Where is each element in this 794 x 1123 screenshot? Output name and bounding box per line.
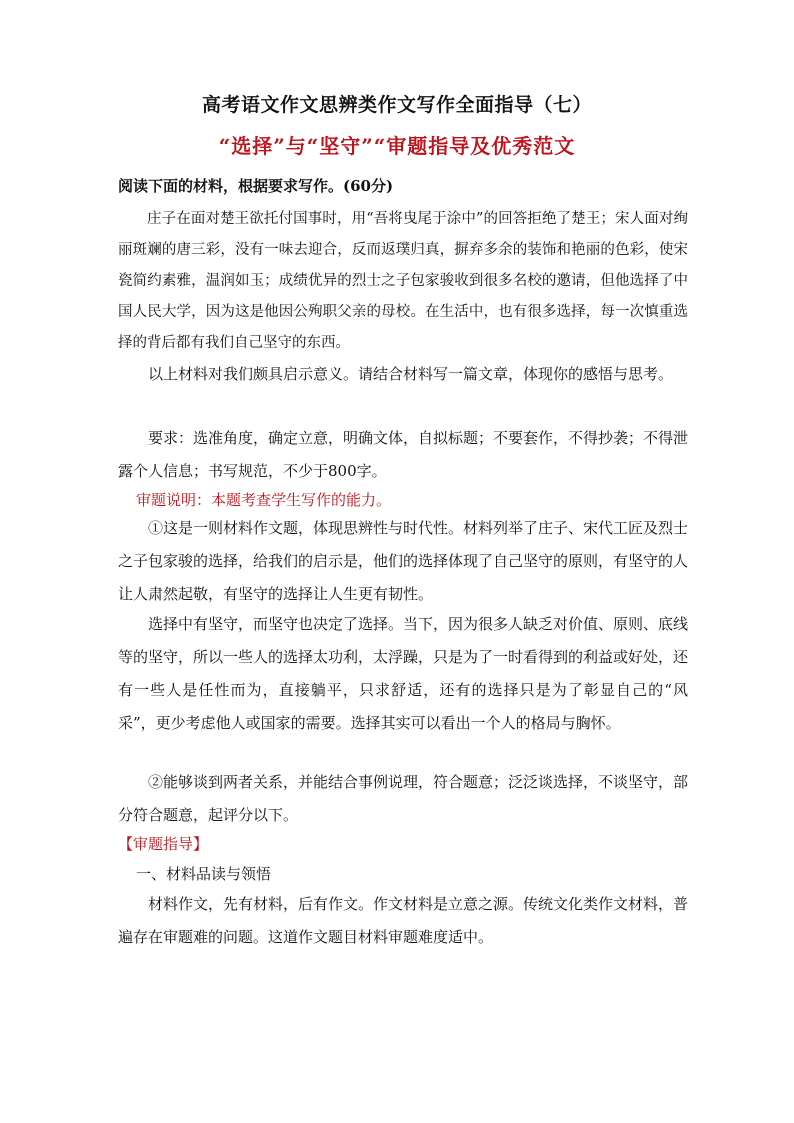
document-subtitle: “选择”与“坚守”“审题指导及优秀范文 [218, 134, 576, 158]
instruction-paragraph: 以上材料对我们颇具启示意义。请结合材料写一篇文章，体现你的感悟与思考。 [148, 365, 674, 383]
material-paragraph: 庄子在面对楚王欲托付国事时，用“吾将曳尾于涂中”的回答拒绝了楚王；宋人面对绚丽斑斓的唐三彩，没有一味去迎合，反而返璞归真，摒弃多余的装饰和艳丽的色彩，使宋瓷简约素雅，温润如玉；成绩优异的烈士之子包家骏收到很多名校的邀请，但他选择了中国人民大学，因为这是他因公殉职父亲的母校。在生活中，也有很多选择，每一次慎重选择的背后都有我们自己坚守的东西。 [118, 211, 688, 351]
prompt-lead: 阅读下面的材料，根据要求写作。(60分) [118, 177, 394, 195]
section-1-body: 材料作文，先有材料，后有作文。作文材料是立意之源。传统文化类作文材料，普遍存在审题难的问题。这道作文题目材料审题难度适中。 [118, 895, 689, 946]
analysis-point-1-continued: 选择中有坚守，而坚守也决定了选择。当下，因为很多人缺乏对价值、原则、底线等的坚守，所以一些人的选择太功利，太浮躁，只是为了一时看得到的利益或好处，还有一些人是任性而为，直接躺平，只求舒适，还有的选择只是为了彰显自己的“风采”，更少考虑他人或国家的需要。选择其实可以看出一个人的格局与胸怀。 [118, 615, 689, 732]
requirements-paragraph: 要求：选准角度，确定立意，明确文体，自拟标题；不要套作，不得抄袭；不得泄露个人信息；书写规范，不少于800字。 [118, 429, 689, 480]
document-title: 高考语文作文思辨类作文写作全面指导（七） [201, 94, 592, 116]
analysis-point-2: ②能够谈到两者关系，并能结合事例说理，符合题意；泛泛谈选择，不谈坚守，部分符合题意，起评分以下。 [118, 773, 689, 824]
analysis-point-1: ①这是一则材料作文题，体现思辨性与时代性。材料列举了庄子、宋代工匠及烈士之子包家骏的选择，给我们的启示是，他们的选择体现了自己坚守的原则，有坚守的人让人肃然起敬，有坚守的选择让人生更有韧性。 [118, 519, 689, 603]
section-1-heading: 一、材料品读与领悟 [136, 865, 272, 883]
guide-heading: 【审题指导】 [118, 835, 209, 853]
analysis-label: 审题说明：本题考查学生写作的能力。 [136, 491, 392, 509]
